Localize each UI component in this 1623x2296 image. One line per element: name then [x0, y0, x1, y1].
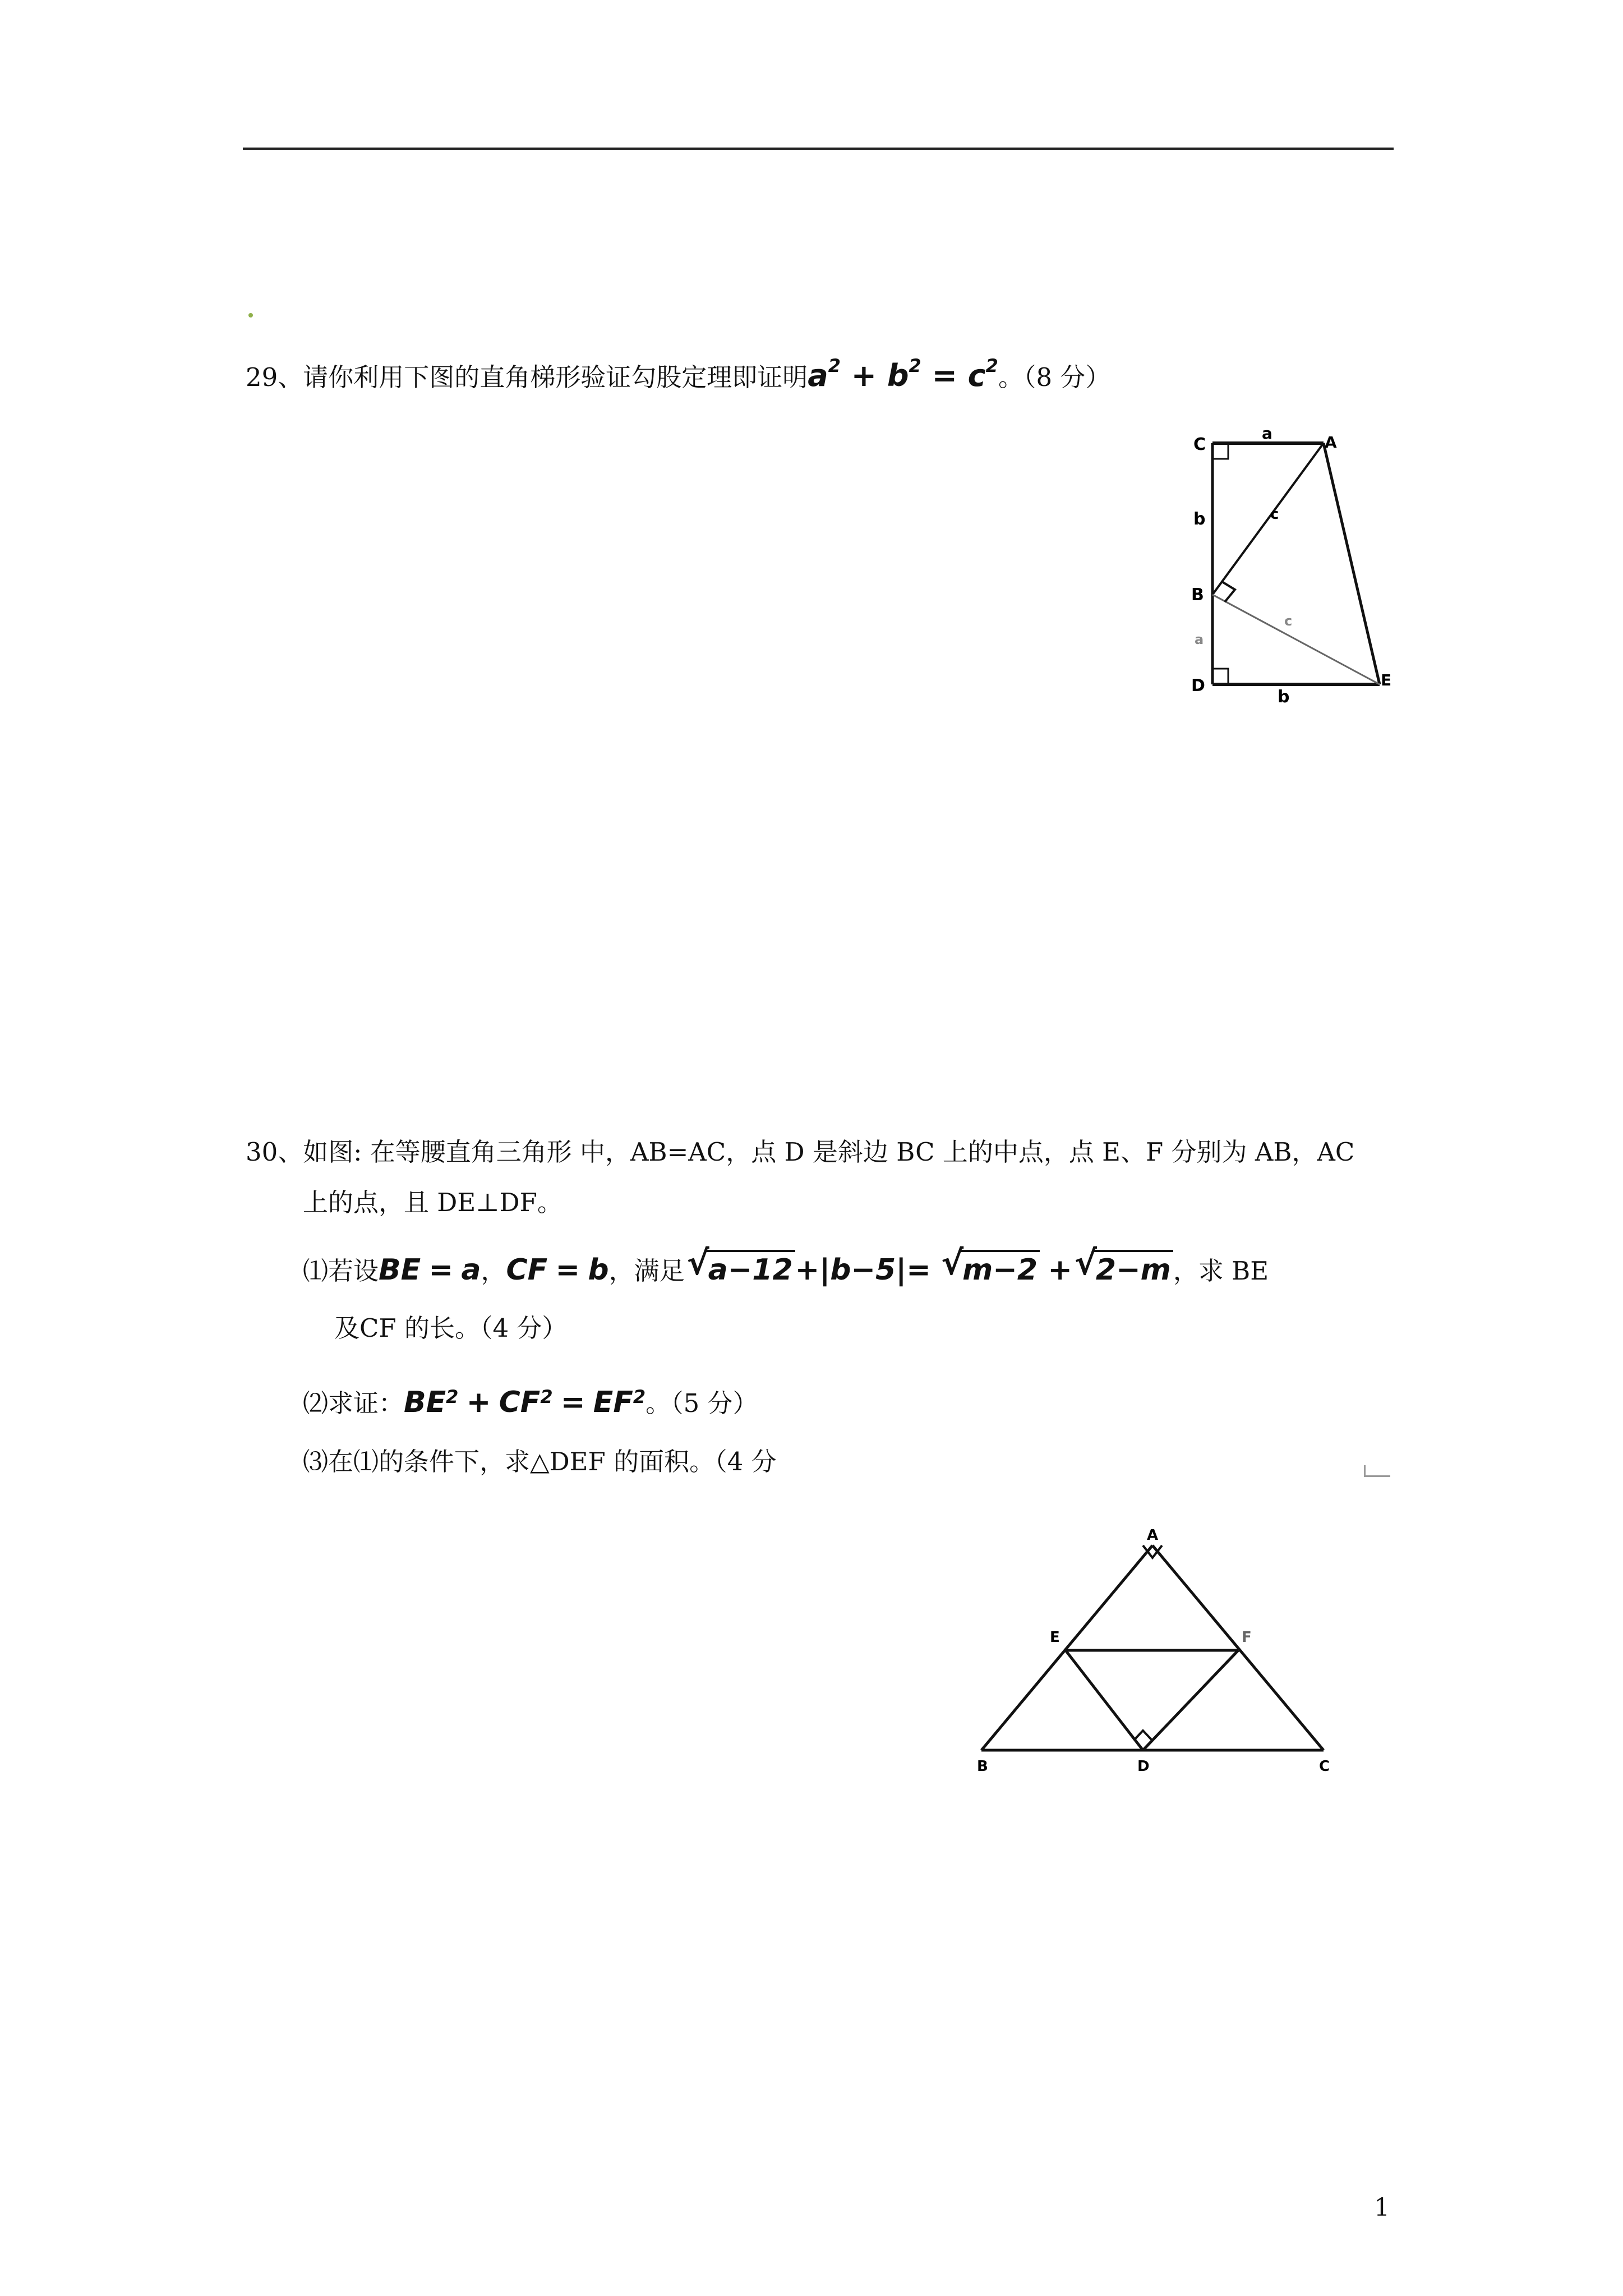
- label-top-a: a: [1262, 426, 1272, 443]
- segment-AE: [1324, 443, 1380, 684]
- q30-part1: ⑴若设BE = a，CF = b，满足 √ a−12+|b−5|= √ m−2 + √ 2−m，求 BE: [303, 1244, 1269, 1287]
- q29-formula: $a^2 + b^2 = c^2$: [808, 355, 998, 393]
- label-E: E: [1050, 1629, 1060, 1646]
- q30-part1-line2: 及CF 的长。（4 分）: [334, 1313, 568, 1343]
- label-hyp2-c: c: [1284, 613, 1293, 629]
- question-29: [246, 352, 1110, 394]
- page-number: 1: [1374, 2193, 1390, 2222]
- q29-trapezoid-figure: [1178, 426, 1413, 718]
- header-rule: [243, 148, 1394, 150]
- label-hyp1-c: c: [1270, 506, 1279, 523]
- label-C: C: [1319, 1758, 1330, 1775]
- label-B: B: [977, 1758, 988, 1775]
- label-bottom-b: b: [1278, 687, 1290, 707]
- segment-BA: [981, 1545, 1152, 1750]
- right-angle-C: [1212, 443, 1228, 459]
- label-F: F: [1242, 1629, 1252, 1646]
- label-C: C: [1193, 435, 1206, 454]
- q29-text: 29、请你利用下图的直角梯形验证勾股定理即证明: [246, 362, 808, 392]
- segment-BE: [1212, 595, 1380, 684]
- label-E: E: [1381, 671, 1392, 689]
- q30-line1: 30、如图: 在等腰直角三角形 中，AB=AC，点 D 是斜边 BC 上的中点，点 E、F 分别为 AB，AC: [246, 1137, 1355, 1167]
- right-angle-B: [1222, 582, 1235, 602]
- label-D: D: [1137, 1758, 1150, 1775]
- right-angle-D: [1135, 1731, 1151, 1740]
- q30-line2: 上的点，且 DE⊥DF。: [303, 1188, 562, 1217]
- label-left-a: a: [1195, 632, 1204, 647]
- label-left-b: b: [1193, 509, 1206, 529]
- right-angle-D: [1212, 669, 1228, 684]
- q30-part3: ⑶在⑴的条件下，求△DEF 的面积。（4 分: [303, 1447, 777, 1476]
- segment-ED: [1066, 1650, 1143, 1750]
- corner-mark: [1364, 1465, 1390, 1477]
- segment-DF: [1143, 1650, 1238, 1750]
- label-A: A: [1325, 433, 1337, 452]
- segment-CA: [1152, 1545, 1324, 1750]
- stray-dot: [248, 313, 253, 318]
- segment-BA: [1212, 443, 1324, 595]
- label-B: B: [1191, 585, 1204, 605]
- q30-part2: ⑵求证：$BE^2 + CF^2 = EF^2$。（5 分）: [303, 1386, 758, 1419]
- q30-triangle-figure: [965, 1517, 1357, 1775]
- q29-suffix: 。（8 分）: [998, 362, 1111, 392]
- label-D: D: [1191, 676, 1205, 696]
- label-A: A: [1147, 1527, 1159, 1544]
